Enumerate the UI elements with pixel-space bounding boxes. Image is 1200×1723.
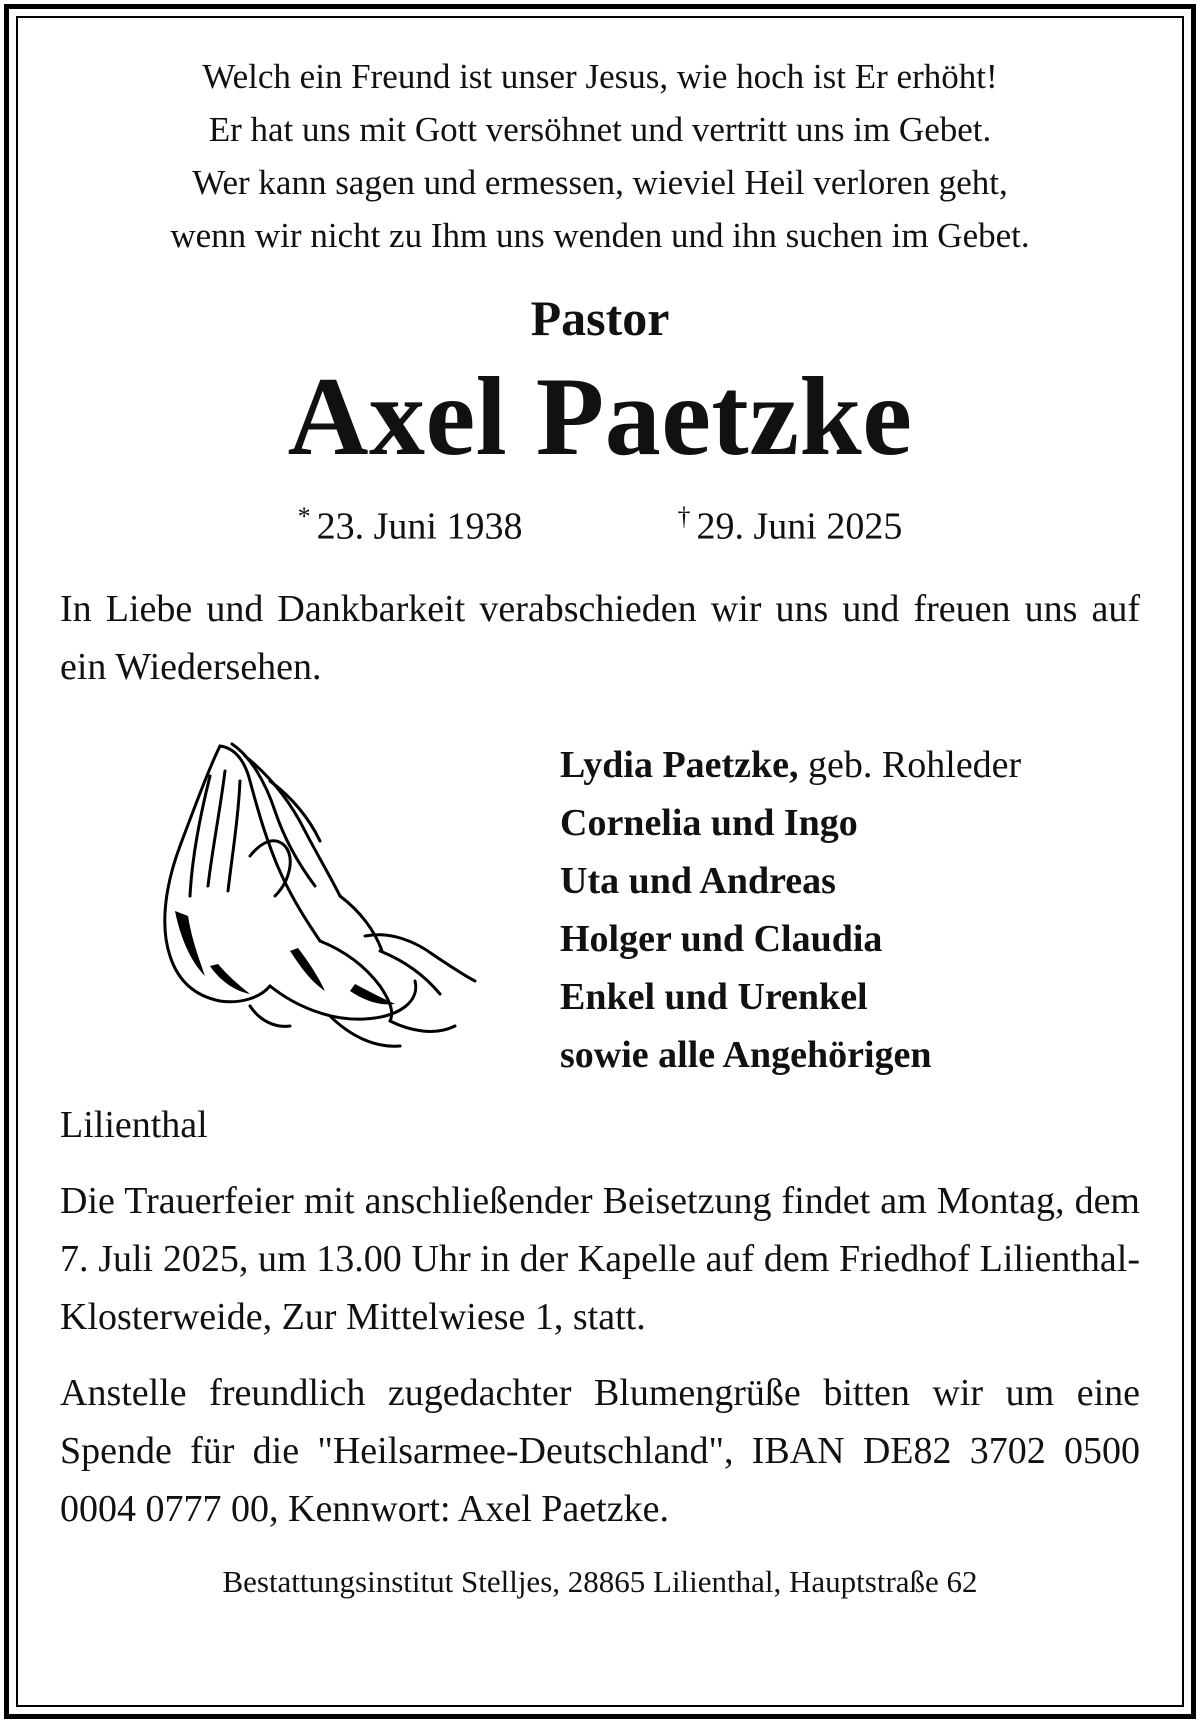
title: Pastor <box>530 290 670 346</box>
family-line <box>560 736 1021 794</box>
verse-line: wenn wir nicht zu Ihm uns wenden und ihn suchen im Gebet. <box>170 216 1030 255</box>
intro-text: In Liebe und Dankbarkeit verabschieden wir uns und freuen uns auf ein Wiedersehen. <box>60 587 1140 688</box>
verse <box>60 50 1140 262</box>
death-symbol: † <box>677 502 691 531</box>
family-list <box>560 736 1021 1084</box>
birth-date-group <box>298 492 523 552</box>
birth-date: 23. Juni 1938 <box>316 505 523 548</box>
family-line: Uta und Andreas <box>560 859 836 902</box>
mourners-section <box>60 736 1140 1096</box>
family-line: Cornelia und Ingo <box>560 801 858 844</box>
family-name-rest: geb. Rohleder <box>798 743 1022 786</box>
family-line: sowie alle Angehörigen <box>560 1033 932 1076</box>
family-line: Holger und Claudia <box>560 917 883 960</box>
funeral-home: Bestattungsinstitut Stelljes, 28865 Lilienthal, Hauptstraße 62 <box>222 1563 978 1599</box>
funeral-service-text: Die Trauerfeier mit anschließender Beisetzung findet am Montag, dem 7. Juli 2025, um 13.00 Uhr in der Kapelle auf dem Friedhof Lilienthal-Klosterweide, Zur Mittelwiese 1, statt. <box>60 1179 1140 1338</box>
verse-line: Welch ein Freund ist unser Jesus, wie hoch ist Er erhöht! <box>202 57 998 96</box>
deceased-name: Axel Paetzke <box>287 355 913 479</box>
place: Lilienthal <box>60 1103 208 1146</box>
donation-text: Anstelle freundlich zugedachter Blumengrüße bitten wir um eine Spende für die "Heilsarmee-Deutschland", IBAN DE82 3702 0500 0004 0777 00, Kennwort: Axel Paetzke. <box>60 1371 1140 1530</box>
death-date: 29. Juni 2025 <box>696 505 903 548</box>
praying-hands-icon <box>150 736 480 1056</box>
verse-line: Wer kann sagen und ermessen, wieviel Heil verloren geht, <box>192 163 1008 202</box>
obituary-notice <box>60 50 1140 1606</box>
family-line: Enkel und Urenkel <box>560 975 868 1018</box>
family-name-bold: Lydia Paetzke, <box>560 743 799 786</box>
birth-symbol: * <box>297 502 311 531</box>
life-dates <box>60 492 1140 552</box>
death-date-group <box>678 492 903 552</box>
verse-line: Er hat uns mit Gott versöhnet und vertritt uns im Gebet. <box>208 110 992 149</box>
